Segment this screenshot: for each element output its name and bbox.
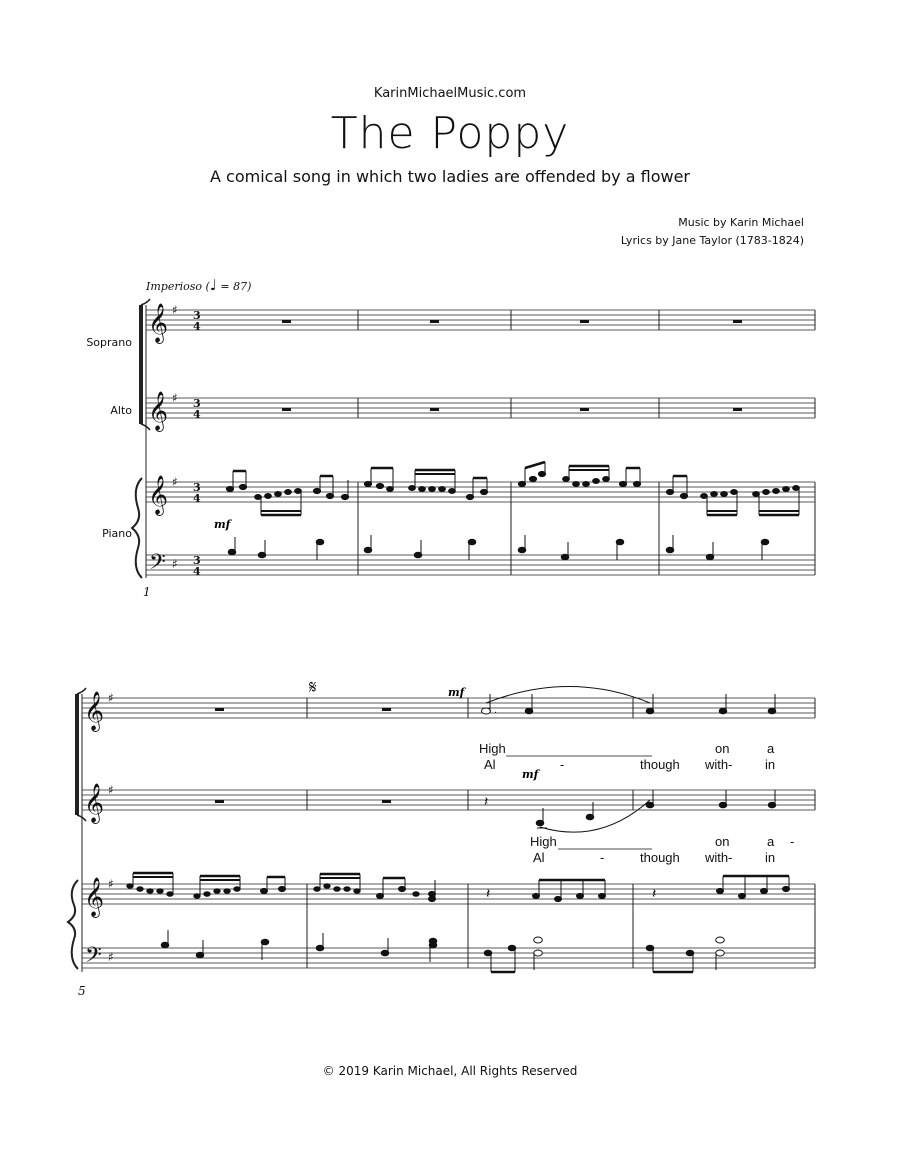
system-2-notes [127, 687, 790, 973]
segno-icon: 𝄋 [309, 677, 317, 698]
lyric-word: High [479, 741, 506, 756]
svg-text:.: . [494, 705, 498, 716]
time-sig-bottom: 4 [193, 565, 201, 578]
system-2-barlines [82, 694, 815, 972]
svg-text:𝄽: 𝄽 [486, 886, 491, 902]
system-2-signatures [84, 677, 317, 973]
system-1-piano-notes [226, 462, 799, 560]
system-1 [132, 299, 815, 578]
piano-brace [132, 478, 142, 578]
time-sig-top: 3 [193, 309, 201, 322]
tie-slur [486, 687, 650, 704]
treble-clef-icon: 𝄞 [148, 303, 169, 343]
sharp-icon: ♯ [108, 783, 114, 797]
piano-brace-2 [68, 880, 78, 969]
lyric-word: - [560, 757, 565, 772]
time-signatures [193, 309, 201, 578]
piano-treble-staff-2 [82, 884, 815, 904]
treble-clef-icon: 𝄞 [84, 877, 105, 917]
lyric-word: Al [484, 757, 496, 772]
mf-dynamic: mf [214, 518, 231, 531]
piano-bass-staff [146, 555, 815, 575]
piano-bass-staff-2 [82, 948, 815, 968]
alto-label: Alto [110, 404, 132, 417]
time-sig-bottom: 4 [193, 408, 201, 421]
time-sig-bottom: 4 [193, 320, 201, 333]
system-1-rests [282, 320, 742, 411]
bass-clef-icon: 𝄢 [85, 943, 102, 973]
tempo-marking: Imperioso (♩ = 87) [146, 276, 252, 294]
soprano-staff-2 [82, 698, 815, 718]
lyric-word: High [530, 834, 557, 849]
sharp-icon: ♯ [108, 950, 114, 964]
treble-clef-icon: 𝄞 [148, 391, 169, 431]
lyric-word: on [715, 834, 730, 849]
treble-clef-icon: 𝄞 [84, 783, 105, 823]
sharp-icon: ♯ [108, 877, 114, 891]
time-sig-bottom: 4 [193, 492, 201, 505]
mf-dynamic-soprano: mf [448, 686, 465, 699]
sharp-icon: ♯ [172, 303, 178, 317]
music-credit: Music by Karin Michael [678, 216, 804, 229]
alto-lyrics [530, 834, 794, 865]
copyright-notice: © 2019 Karin Michael, All Rights Reserved [322, 1064, 578, 1078]
lyric-word: - [790, 834, 795, 849]
lyric-word: in [765, 850, 776, 865]
alto-staff [146, 398, 815, 418]
measure-number-5: 5 [78, 984, 86, 998]
tempo-bpm: = 87 [220, 280, 248, 293]
bass-clef-icon: 𝄢 [149, 550, 166, 580]
soprano-staff [146, 310, 815, 330]
quarter-note-icon: ♩ [209, 276, 217, 294]
song-subtitle: A comical song in which two ladies are offended by a flower [210, 167, 690, 186]
svg-text:𝄽: 𝄽 [484, 794, 489, 810]
measure-number-1: 1 [143, 585, 151, 599]
mf-dynamic-alto: mf [522, 768, 539, 781]
website-url: KarinMichaelMusic.com [373, 86, 527, 101]
lyric-word: though [640, 757, 680, 772]
lyric-word: a [767, 741, 775, 756]
sharp-icon: ♯ [172, 475, 178, 489]
treble-clef-icon: 𝄞 [84, 691, 105, 731]
lyrics-credit: Lyrics by Jane Taylor (1783-1824) [620, 234, 804, 247]
sharp-icon: ♯ [108, 691, 114, 705]
lyric-word: in [765, 757, 776, 772]
system-2 [68, 688, 815, 972]
time-sig-top: 3 [193, 481, 201, 494]
time-sig-top: 3 [193, 554, 201, 567]
alto-staff-2 [82, 790, 815, 810]
piano-label: Piano [102, 527, 132, 540]
lyric-word: on [715, 741, 730, 756]
lyric-word: though [640, 850, 680, 865]
lyric-word: - [600, 850, 605, 865]
sharp-icon: ♯ [172, 557, 178, 571]
tempo-text: Imperioso [146, 280, 202, 293]
time-sig-top: 3 [193, 397, 201, 410]
lyric-word: Al [533, 850, 545, 865]
svg-text:𝄽: 𝄽 [652, 886, 657, 902]
treble-clef-icon: 𝄞 [148, 475, 169, 515]
soprano-label: Soprano [86, 336, 132, 349]
lyric-word: with- [705, 850, 733, 865]
sharp-icon: ♯ [172, 391, 178, 405]
system-1-barlines [146, 305, 815, 578]
song-title: The Poppy [330, 108, 570, 159]
lyric-word: with- [705, 757, 733, 772]
system-1-signatures [148, 303, 178, 580]
lyric-word: a [767, 834, 775, 849]
